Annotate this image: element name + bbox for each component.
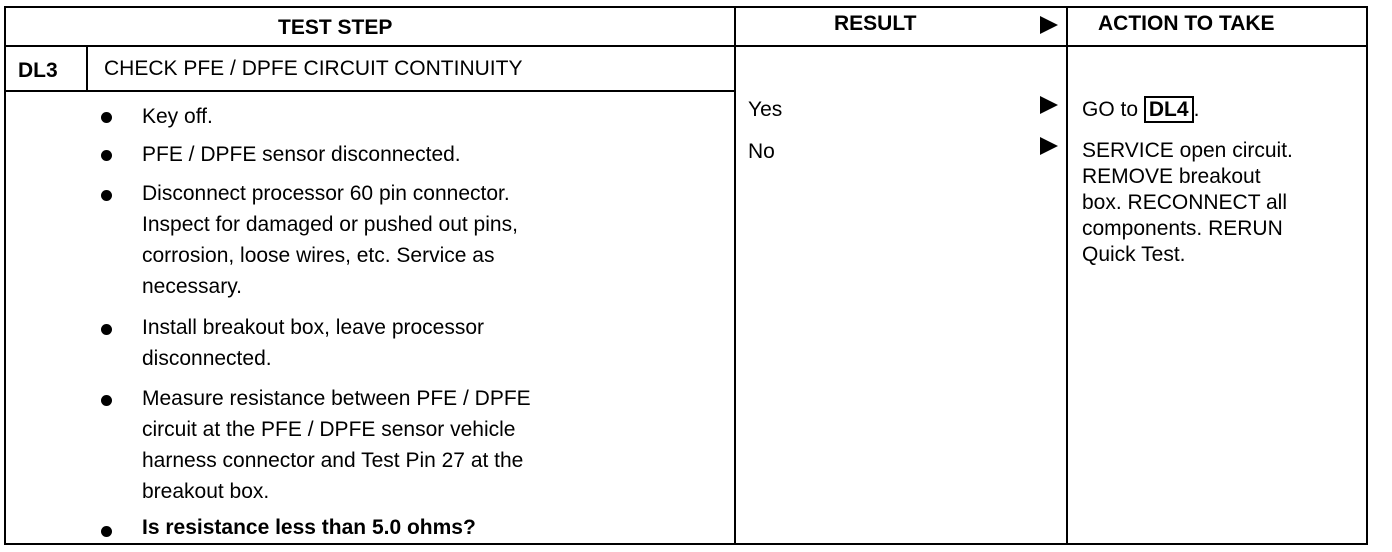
action-column-divider xyxy=(1066,6,1068,545)
bullet-2-line-1: PFE / DPFE sensor disconnected. xyxy=(142,143,461,166)
action-no-line-1: SERVICE open circuit. xyxy=(1082,139,1293,162)
result-yes-arrow-icon xyxy=(1040,96,1058,114)
bullet-4-line-2: disconnected. xyxy=(142,347,272,370)
bullet-5-line-1: Measure resistance between PFE / DPFE xyxy=(142,387,531,410)
result-no: No xyxy=(748,140,775,163)
header-action: ACTION TO TAKE xyxy=(1098,12,1275,35)
action-no-line-4: components. RERUN xyxy=(1082,217,1283,240)
bullet-icon xyxy=(101,395,112,406)
step-code: DL3 xyxy=(18,59,58,82)
result-yes: Yes xyxy=(748,98,783,121)
action-yes-prefix: GO to xyxy=(1082,98,1139,121)
action-no-line-5: Quick Test. xyxy=(1082,243,1186,266)
bullet-3-line-2: Inspect for damaged or pushed out pins, xyxy=(142,213,518,236)
bullet-icon xyxy=(101,526,112,537)
bullet-icon xyxy=(101,112,112,123)
header-separator xyxy=(4,45,1368,47)
table-border-right xyxy=(1366,6,1368,545)
bullet-5-line-2: circuit at the PFE / DPFE sensor vehicle xyxy=(142,418,516,441)
bullet-3-line-1: Disconnect processor 60 pin connector. xyxy=(142,182,510,205)
bullet-1-line-1: Key off. xyxy=(142,105,213,128)
table-border-left xyxy=(4,6,6,545)
header-test-step: TEST STEP xyxy=(278,16,393,39)
step-title-underline xyxy=(4,90,736,92)
action-yes xyxy=(1082,94,1199,126)
bullet-3-line-3: corrosion, loose wires, etc. Service as xyxy=(142,244,495,267)
header-result: RESULT xyxy=(834,12,917,35)
action-no-line-3: box. RECONNECT all xyxy=(1082,191,1287,214)
action-no-line-2: REMOVE breakout xyxy=(1082,165,1261,188)
bullet-icon xyxy=(101,190,112,201)
action-yes-step-ref: DL4 xyxy=(1144,96,1194,123)
result-column-divider xyxy=(734,6,736,545)
bullet-5-line-3: harness connector and Test Pin 27 at the xyxy=(142,449,524,472)
bullet-3-line-4: necessary. xyxy=(142,275,242,298)
bullet-5-line-4: breakout box. xyxy=(142,480,270,503)
step-code-divider xyxy=(86,47,88,91)
bullet-icon xyxy=(101,324,112,335)
bullet-6-line-1: Is resistance less than 5.0 ohms? xyxy=(142,516,476,539)
bullet-icon xyxy=(101,150,112,161)
header-arrow-icon xyxy=(1040,16,1058,34)
bullet-4-line-1: Install breakout box, leave processor xyxy=(142,316,485,339)
step-title: CHECK PFE / DPFE CIRCUIT CONTINUITY xyxy=(104,57,523,80)
action-yes-suffix: . xyxy=(1193,98,1200,121)
result-no-arrow-icon xyxy=(1040,137,1058,155)
